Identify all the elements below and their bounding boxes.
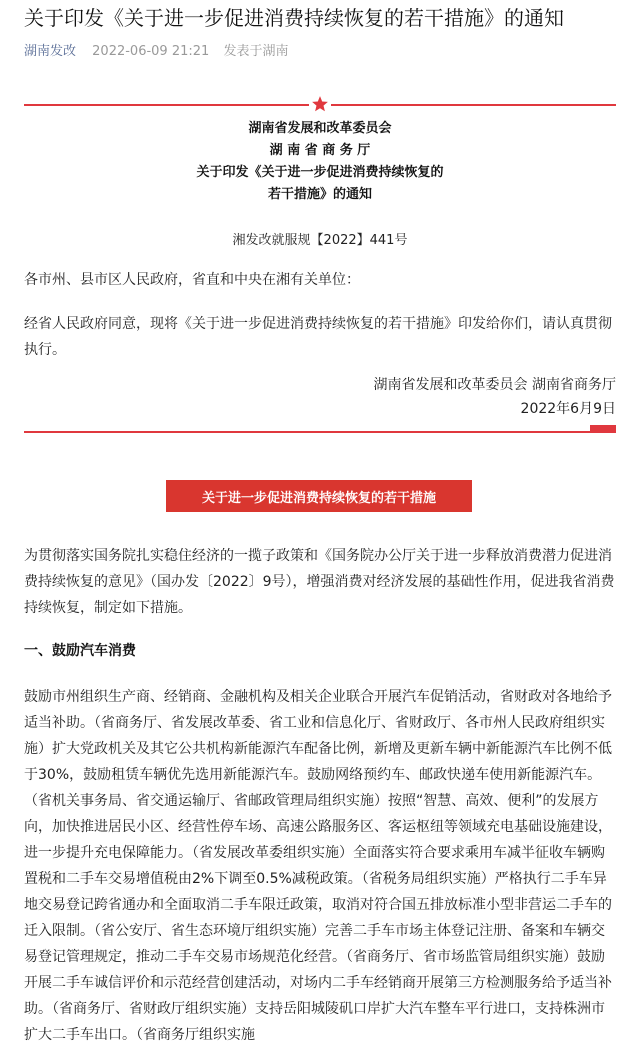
issuer-line-1: 湖南省发展和改革委员会 — [248, 121, 392, 136]
section-body: 鼓励市州组织生产商、经销商、金融机构及相关企业联合开展汽车促销活动，省财政对各地给予适当补助。（省商务厅、省发展改革委、省工业和信息化厅、省财政厅、各市州人民政府组织实施）扩大党政机关及其它公共机构新能源汽车配备比例，新增及更新车辆中新能源汽车比例不低于30%，鼓励租赁车辆优先选用新能源汽车。鼓励网络预约车、邮政快递车使用新能源汽车。（省机关事务局、省交通运输厅、省邮政管理局组织实施）按照“智慧、高效、便利”的发展方向，加快推进居民小区、经营性停车场、高速公路服务区、客运枢纽等领域充电基础设施建设，进一步提升充电保障能力。（省发展改革委组织实施）全面落实符合要求乘用车减半征收车辆购置税和二手车交易增值税由2%下调至0.5%减税政策。（省税务局组织实施）严格执行二手车异地交易登记跨省通办和全面取消二手车限迁政策，取消对符合国五排放标准小型非营运二手车的迁入限制。（省公安厅、省生态环境厅组织实施）完善二手车市场主体登记注册、备案和车辆交易登记管理规定，推动二手车交易市场规范化经营。（省商务厅、省市场监管局组织实施）鼓励开展二手车诚信评价和示范经营创建活动，对场内二手车经销商开展第三方检测服务给予适当补助。（省商务厅、省财政厅组织实施）支持岳阳城陵矶口岸扩大汽车整车平行进口，支持株洲市扩大二手车出口。（省商务厅组织实施 — [24, 689, 612, 1043]
star-icon — [309, 93, 331, 115]
publish-location: 发表于湖南 — [223, 44, 289, 59]
intro-paragraph: 经省人民政府同意，现将《关于进一步促进消费持续恢复的若干措施》印发给你们，请认真贯彻执行。 — [24, 316, 612, 358]
doc-header — [24, 118, 616, 206]
divider-end-mark — [590, 425, 616, 433]
section-heading: 一、鼓励汽车消费 — [24, 643, 136, 659]
signature-date: 2022年6月9日 — [520, 401, 616, 417]
publish-time: 2022-06-09 21:21 — [92, 44, 210, 59]
article-title: 关于印发《关于进一步促进消费持续恢复的若干措施》的通知 — [24, 6, 564, 30]
article-meta — [24, 40, 288, 59]
preamble-paragraph: 为贯彻落实国务院扎实稳住经济的一揽子政策和《国务院办公厅关于进一步释放消费潜力促进消费持续恢复的意见》（国办发〔2022〕9号），增强消费对经济发展的基础性作用，促进我省消费持续恢复，制定如下措施。 — [24, 548, 615, 616]
bottom-red-divider — [24, 431, 616, 433]
issuer-line-2: 湖 南 省 商 务 厅 — [269, 143, 371, 158]
doc-title-line-1: 关于印发《关于进一步促进消费持续恢复的 — [196, 165, 444, 180]
doc-title-line-2: 若干措施》的通知 — [267, 187, 372, 202]
document-number: 湘发改就服规【2022】441号 — [232, 233, 408, 248]
source-link[interactable]: 湖南发改 — [24, 44, 77, 59]
salutation: 各市州、县市区人民政府，省直和中央在湘有关单位： — [24, 272, 360, 288]
signature-issuers: 湖南省发展和改革委员会 湖南省商务厅 — [373, 377, 616, 393]
measures-banner: 关于进一步促进消费持续恢复的若干措施 — [166, 480, 472, 512]
